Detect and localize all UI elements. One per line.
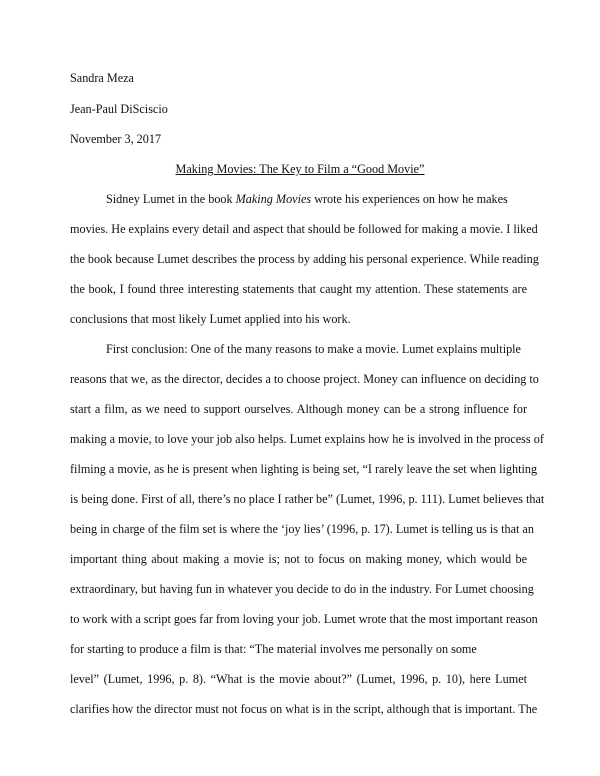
paragraph2-line: is being done. First of all, there’s no place I rather be” (Lumet, 1996, p. 111). Lumet believes that	[70, 492, 545, 506]
paragraph2-line: reasons that we, as the director, decides a to choose project. Money can influence on deciding to	[70, 372, 539, 386]
instructor-name: Jean-Paul DiSciscio	[70, 102, 168, 116]
text-run: wrote his experiences on how he makes	[311, 192, 508, 206]
paragraph2-line: being in charge of the film set is where the ‘joy lies’ (1996, p. 17). Lumet is telling us is that an	[70, 522, 534, 536]
date-line: November 3, 2017	[70, 132, 162, 146]
paragraph1-last-line: conclusions that most likely Lumet applied into his work.	[70, 312, 351, 326]
paragraph2-line: filming a movie, as he is present when lighting is being set, “I rarely leave the set when lighting	[70, 462, 538, 476]
paragraph2-line: making a movie, to love your job also helps. Lumet explains how he is involved in the process of	[70, 432, 544, 446]
paragraph2-line: start a film, as we need to support ourselves. Although money can be a strong influence for	[70, 402, 527, 416]
paragraph2-line: level” (Lumet, 1996, p. 8). “What is the movie about?” (Lumet, 1996, p. 10), here Lumet	[70, 672, 527, 686]
paragraph2-line: extraordinary, but having fun in whatever you decide to do in the industry. For Lumet choosing	[70, 582, 534, 596]
paragraph1-line: movies. He explains every detail and aspect that should be followed for making a movie. I liked	[70, 222, 538, 236]
paragraph1-line: the book because Lumet describes the process by adding his personal experience. While reading	[70, 252, 539, 266]
paragraph2-line: to work with a script goes far from loving your job. Lumet wrote that the most important reason	[70, 612, 538, 626]
paragraph1-first-line	[106, 192, 508, 206]
paragraph2-line: important thing about making a movie is; not to focus on making money, which would be	[70, 552, 527, 566]
text-run: Sidney Lumet in the book	[106, 192, 236, 206]
essay-title: Making Movies: The Key to Film a “Good Movie”	[175, 162, 425, 176]
paragraph2-line: clarifies how the director must not focus on what is in the script, although that is important. The	[70, 702, 538, 716]
paragraph2-line: for starting to produce a film is that: “The material involves me personally on some	[70, 642, 477, 656]
paragraph2-first-line: First conclusion: One of the many reasons to make a movie. Lumet explains multiple	[106, 342, 521, 356]
book-title-italic: Making Movies	[235, 192, 312, 206]
paragraph1-line: the book, I found three interesting statements that caught my attention. These statements are	[70, 282, 527, 296]
author-name: Sandra Meza	[70, 71, 134, 85]
